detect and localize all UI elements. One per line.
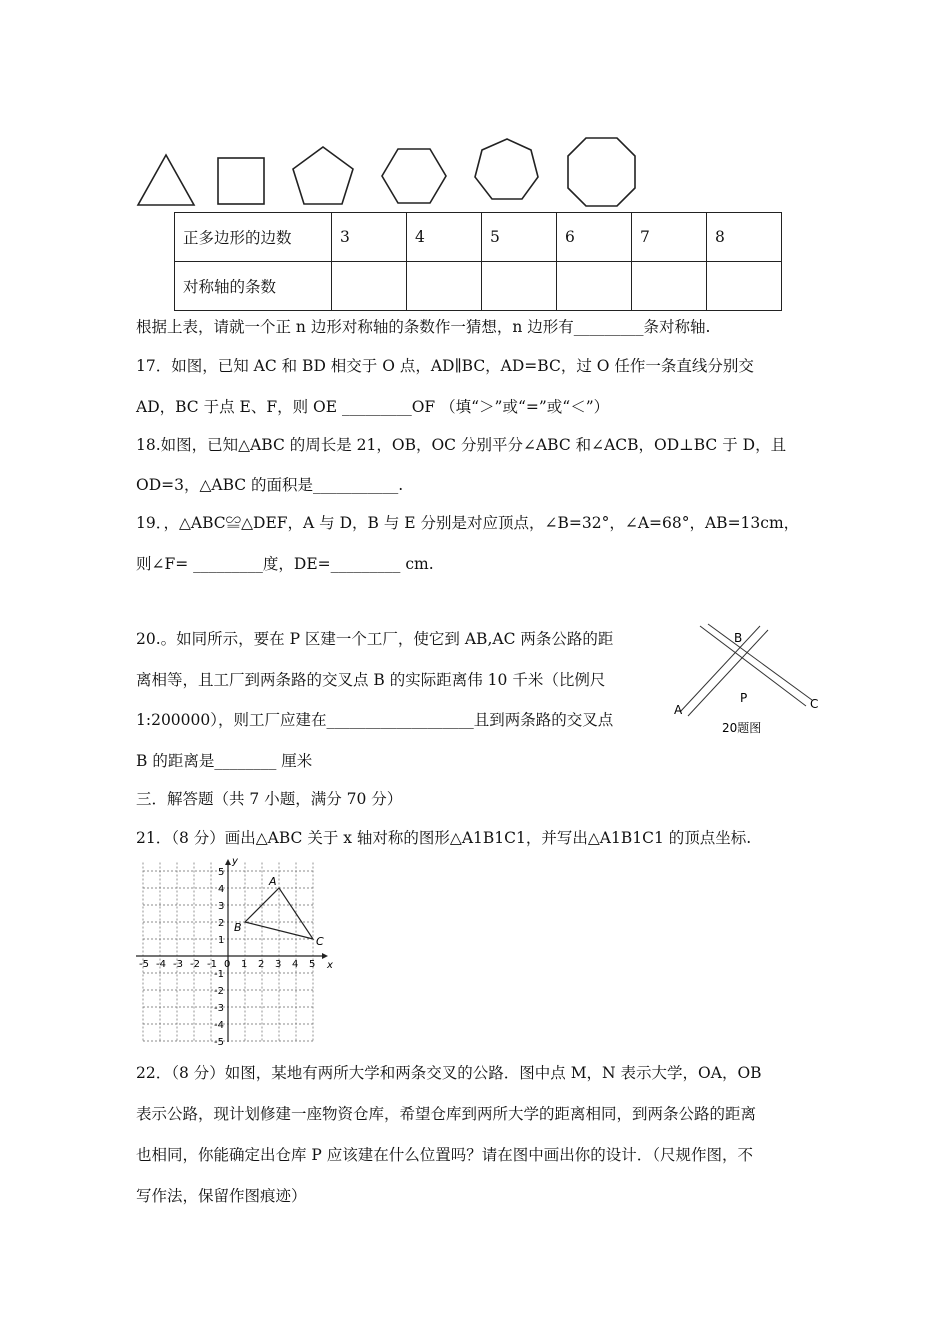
x-tick-label: -1 xyxy=(207,959,217,970)
table-row xyxy=(175,213,782,262)
x-axis-arrow xyxy=(322,953,328,959)
question-20-line2: 离相等，且工厂到两条路的交叉点 B 的实际距离伟 10 千米（比例尺 xyxy=(136,671,606,689)
question-18-line1: 18.如图，已知△ABC 的周长是 21，OB，OC 分别平分∠ABC 和∠ACB，OD⊥BC 于 D，且 xyxy=(136,436,787,454)
x-tick-label: 3 xyxy=(275,959,282,970)
table-cell-blank[interactable] xyxy=(632,262,707,311)
question-20-line3: 1:200000），则工厂应建在___________________且到两条路的交叉点 xyxy=(136,711,614,729)
x-tick-label: -2 xyxy=(190,959,200,970)
y-tick-label: 1 xyxy=(218,935,225,946)
section-3-heading: 三．解答题（共 7 小题，满分 70 分） xyxy=(136,790,403,808)
y-tick-label: -2 xyxy=(214,986,224,997)
x-tick-label: 2 xyxy=(258,959,265,970)
label-a: A xyxy=(674,703,683,717)
y-tick-label: -4 xyxy=(214,1020,224,1031)
x-tick-label: -3 xyxy=(173,959,183,970)
y-axis-label: y xyxy=(232,856,238,867)
y-tick-label: -1 xyxy=(214,969,224,980)
x-tick-label: 0 xyxy=(224,959,231,970)
figure-20-roads xyxy=(670,620,830,740)
table-cell-blank[interactable] xyxy=(557,262,632,311)
y-tick-label: 2 xyxy=(218,918,225,929)
x-tick-label: 4 xyxy=(292,959,299,970)
road-ab-line2 xyxy=(688,630,768,716)
question-22-line2: 表示公路，现计划修建一座物资仓库，希望仓库到两所大学的距离相同，到两条公路的距离 xyxy=(136,1105,757,1123)
label-p: P xyxy=(740,691,748,705)
conjecture-line: 根据上表，请就一个正 n 边形对称轴的条数作一猜想，n 边形有_________条对称轴. xyxy=(136,318,711,336)
table-row xyxy=(175,262,782,311)
table-header-axes: 对称轴的条数 xyxy=(175,262,332,311)
question-17-line1: 17．如图，已知 AC 和 BD 相交于 O 点，AD∥BC，AD=BC，过 O 任作一条直线分别交 xyxy=(136,357,754,375)
triangle-shape xyxy=(138,155,194,205)
x-axis-label: x xyxy=(327,960,333,971)
road-ab-line1 xyxy=(680,626,760,712)
table-cell: 6 xyxy=(557,213,632,262)
table-header-sides: 正多边形的边数 xyxy=(175,213,332,262)
hexagon-shape xyxy=(382,149,446,203)
road-bc-line2 xyxy=(708,624,812,700)
y-tick-label: -3 xyxy=(214,1003,224,1014)
x-tick-label: -4 xyxy=(156,959,166,970)
table-cell: 3 xyxy=(332,213,407,262)
question-17-line2: AD，BC 于点 E、F，则 OE _________OF （填“＞”或“=”或“＜”） xyxy=(136,398,610,416)
table-cell: 8 xyxy=(707,213,782,262)
polygon-table xyxy=(174,212,782,311)
question-19-line1: 19．，△ABC≌△DEF，A 与 D，B 与 E 分别是对应顶点，∠B=32°，∠A=68°，AB=13cm， xyxy=(136,514,800,532)
octagon-shape xyxy=(568,138,635,206)
heptagon-shape xyxy=(475,139,538,199)
y-tick-label: 5 xyxy=(218,867,225,878)
question-20-line1: 20.。如同所示，要在 P 区建一个工厂，使它到 AB,AC 两条公路的距 xyxy=(136,630,614,648)
y-tick-label: -5 xyxy=(214,1037,224,1046)
question-22-line1: 22．（8 分）如图，某地有两所大学和两条交叉的公路．图中点 M，N 表示大学，OA，OB xyxy=(136,1064,762,1082)
vertex-label-c: C xyxy=(316,935,324,948)
question-22-line3: 也相同，你能确定出仓库 P 应该建在什么位置吗？请在图中画出你的设计．（尺规作图，不 xyxy=(136,1146,754,1164)
question-21-line: 21．（8 分）画出△ABC 关于 x 轴对称的图形△A1B1C1，并写出△A1B1C1 的顶点坐标. xyxy=(136,829,752,847)
y-tick-label: 3 xyxy=(218,901,225,912)
label-b: B xyxy=(734,631,743,645)
square-shape xyxy=(218,158,264,204)
road-bc-line1 xyxy=(700,626,806,706)
question-19-line2: 则∠F= _________度，DE=_________ cm. xyxy=(136,555,434,573)
table-cell: 7 xyxy=(632,213,707,262)
vertex-label-b: B xyxy=(234,921,242,934)
table-cell-blank[interactable] xyxy=(482,262,557,311)
table-cell-blank[interactable] xyxy=(332,262,407,311)
pentagon-shape xyxy=(293,147,353,204)
question-20-line4: B 的距离是________ 厘米 xyxy=(136,752,313,770)
question-22-line4: 写作法，保留作图痕迹） xyxy=(136,1187,307,1205)
label-c: C xyxy=(810,697,819,711)
figure-20-caption: 20题图 xyxy=(722,721,762,735)
table-cell: 4 xyxy=(407,213,482,262)
y-tick-label: 4 xyxy=(218,884,225,895)
table-cell: 5 xyxy=(482,213,557,262)
table-cell-blank[interactable] xyxy=(707,262,782,311)
regular-polygons-figure xyxy=(130,132,650,212)
vertex-label-a: A xyxy=(269,875,277,888)
figure-21-coordinate-grid xyxy=(130,856,340,1046)
question-18-line2: OD=3，△ABC 的面积是___________. xyxy=(136,476,404,494)
table-cell-blank[interactable] xyxy=(407,262,482,311)
x-tick-label: 5 xyxy=(309,959,316,970)
x-tick-label: 1 xyxy=(241,959,248,970)
x-tick-label: -5 xyxy=(139,959,149,970)
y-axis-arrow xyxy=(225,859,231,865)
